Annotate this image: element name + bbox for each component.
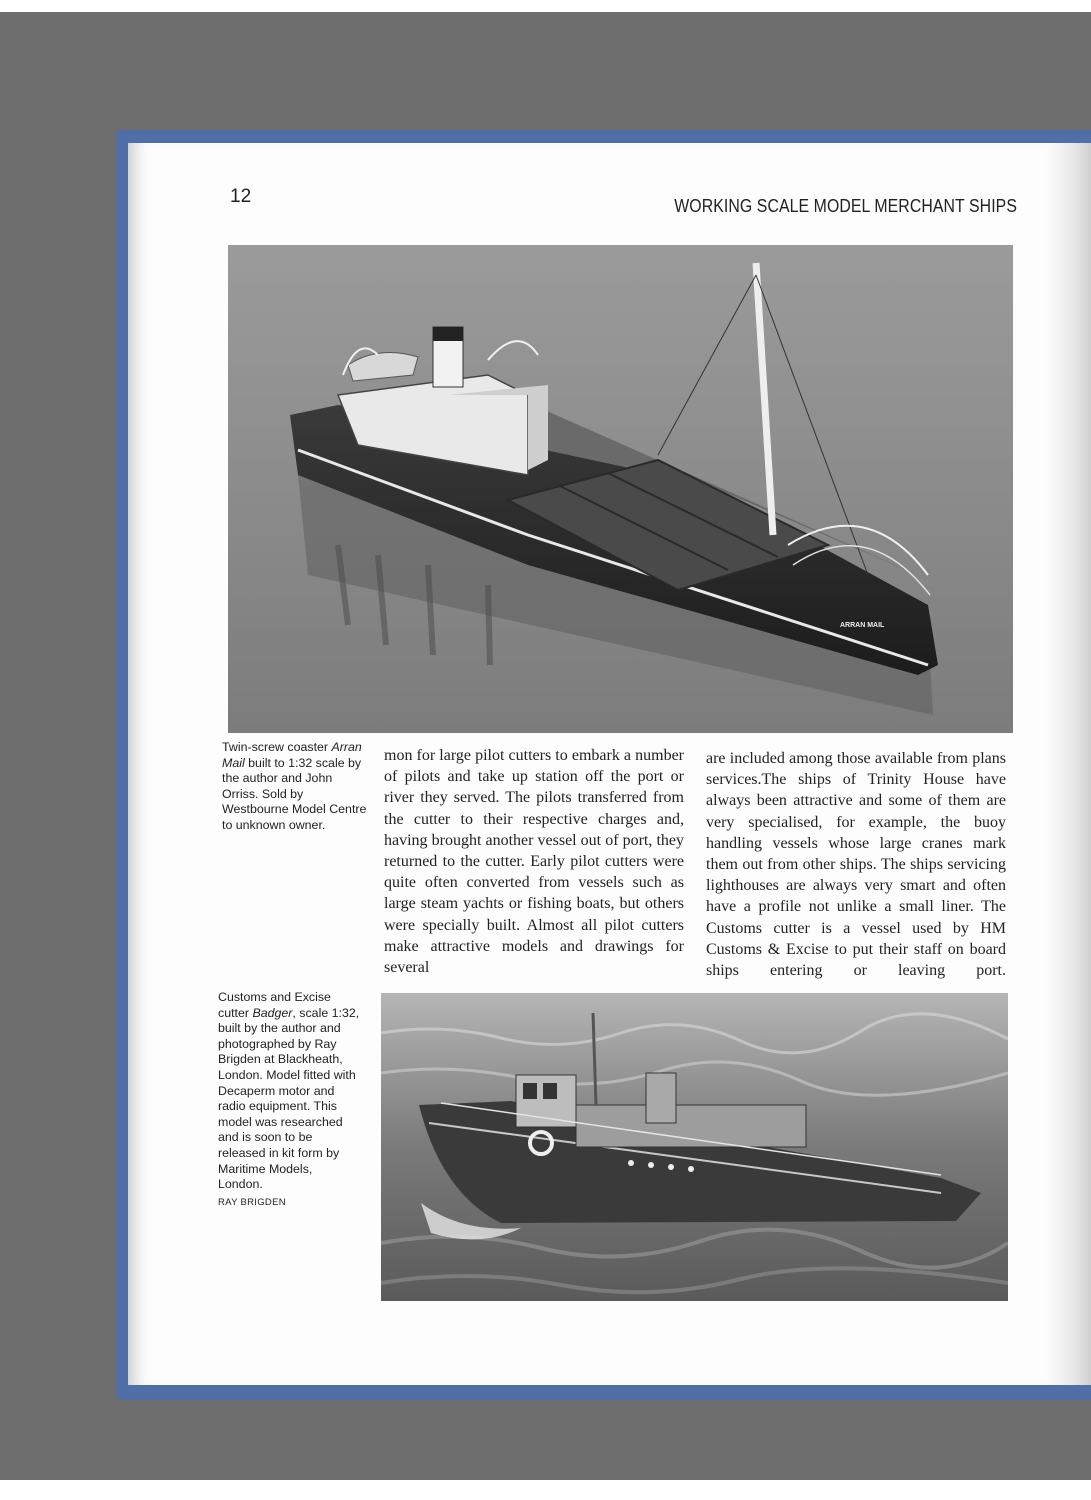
photo-credit: RAY BRIGDEN (218, 1196, 286, 1208)
caption-customs-cutter: Customs and Excise cutter Badger, scale 1:32, built by the author and photographed by Ray Brigden at Blackheath, London. Model fitted with Decaperm motor and radio equipment. This model was researched and is soon to be released in kit form by Maritime Models, London. RAY BRIGDEN (218, 990, 360, 1210)
body-text-column-2 (706, 748, 1006, 981)
photo-coaster-arran-mail (228, 245, 1013, 733)
page-edge (1046, 143, 1091, 1385)
photo-customs-cutter-badger (381, 993, 1008, 1301)
ship-name-badger: Badger (252, 1005, 293, 1020)
page-number: 12 (230, 186, 252, 207)
body-paragraph: are included among those available from plans services.The ships of Trinity House have always been attractive and some of them are very specialised, for example, the buoy handling vessels whose large cranes mark them out from other ships. The ships servicing lighthouses are always very smart and often have a profile not unlike a small liner. The Customs cutter is a vessel used by HM Customs & Excise to put their staff on board ships entering or leaving port. (706, 750, 1006, 980)
ship-name-arran-mail: Arran Mail (222, 740, 362, 770)
caption-coaster: Twin-screw coaster Arran Mail built to 1:32 scale by the author and John Orriss. Sold by Westbourne Model Centre to unknown owner. (222, 740, 367, 832)
body-text-column-1 (384, 745, 684, 978)
hull-name-lettering: ARRAN MAIL (840, 622, 885, 629)
body-paragraph: mon for large pilot cutters to embark a number of pilots and take up station off the port or river they served. The pilots transferred from the cutter to their respective charges and, having brought another vessel out of port, they returned to the cutter. Early pilot cutters were quite often converted from vessels such as large steam yachts or fishing boats, but others were specially built. Almost all pilot cutters make attractive models and drawings for several (384, 747, 684, 977)
running-head: WORKING SCALE MODEL MERCHANT SHIPS (674, 196, 1017, 216)
